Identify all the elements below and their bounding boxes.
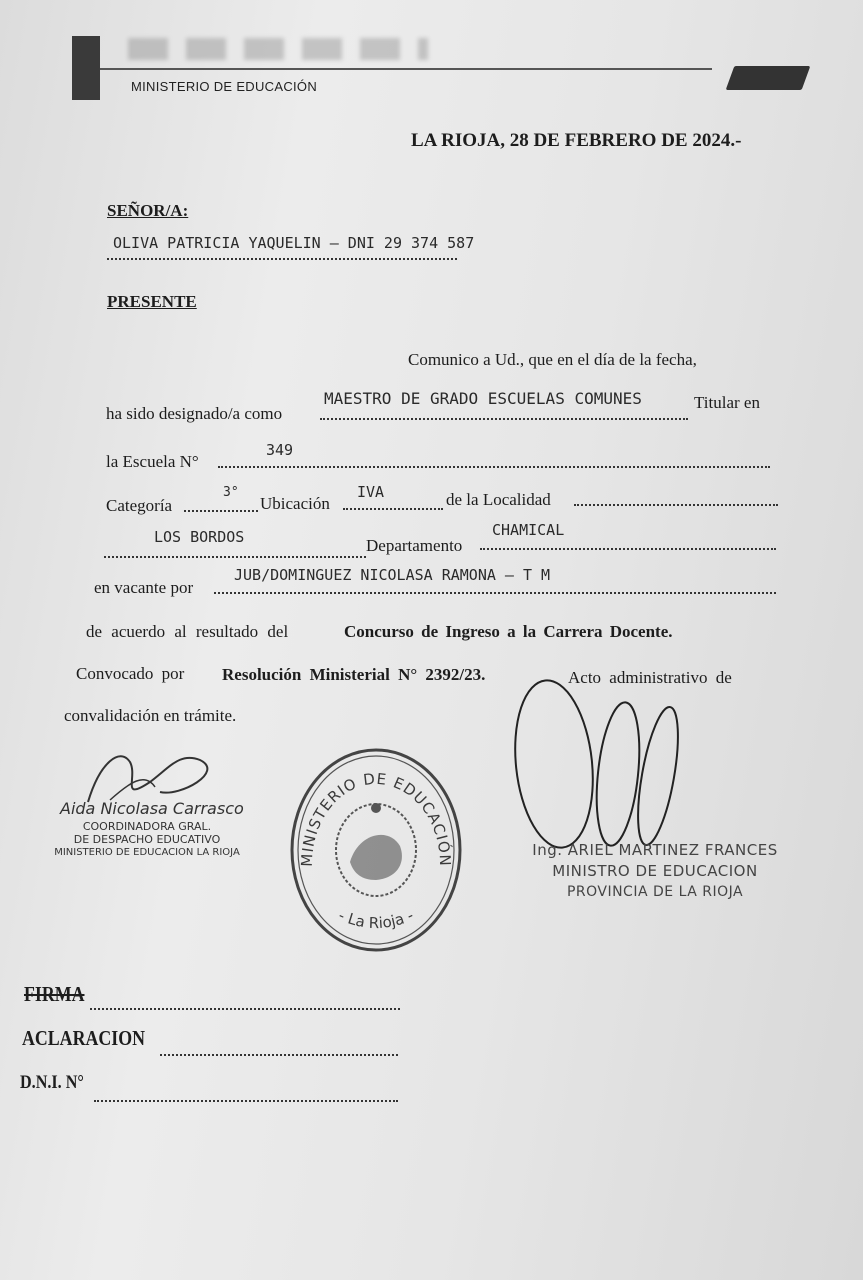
- ubicacion-dotted-line: [343, 508, 443, 510]
- dni-field[interactable]: [94, 1100, 398, 1102]
- presente-heading: PRESENTE: [107, 292, 197, 311]
- localidad-value: LOS BORDOS: [154, 528, 245, 546]
- left-signer-title: [52, 820, 242, 859]
- vacante-value: JUB/DOMINGUEZ NICOLASA RAMONA – T M: [234, 566, 551, 584]
- ubicacion-label: Ubicación: [260, 494, 330, 513]
- body-line-7a: de acuerdo al resultado del: [86, 622, 289, 641]
- body-line-1: Comunico a Ud., que en el día de la fecha,: [408, 350, 697, 369]
- header-tab-mark: [726, 66, 811, 90]
- recipient-name: OLIVA PATRICIA YAQUELIN – DNI 29 374 587: [113, 234, 475, 252]
- right-signer-title: MINISTRO DE EDUCACION: [552, 862, 758, 880]
- aclaracion-label: ACLARACION: [22, 1026, 145, 1050]
- left-signer-title-1: COORDINADORA GRAL.: [82, 820, 212, 833]
- ubicacion-value: IVA: [357, 483, 385, 501]
- header-bar: [72, 36, 100, 100]
- salutation: SEÑOR/A:: [107, 201, 189, 220]
- resolucion-text: Resolución Ministerial N° 2392/23.: [222, 665, 486, 684]
- body-line-9: convalidación en trámite.: [64, 706, 237, 725]
- seal-bottom-text: - La Rioja -: [335, 906, 417, 933]
- left-signer-name: Aida Nicolasa Carrasco: [60, 799, 244, 818]
- right-signature-scribble: [506, 672, 696, 852]
- categoria-dotted-line: [184, 510, 258, 512]
- departamento-value: CHAMICAL: [492, 521, 565, 539]
- designation-value: MAESTRO DE GRADO ESCUELAS COMUNES: [324, 389, 642, 408]
- right-signer-province: PROVINCIA DE LA RIOJA: [566, 884, 744, 900]
- letter-date: LA RIOJA, 28 DE FEBRERO DE 2024.-: [411, 130, 742, 151]
- designation-dotted-line: [320, 418, 688, 420]
- localidad-dotted-line: [574, 504, 778, 506]
- firma-field[interactable]: [90, 1008, 400, 1010]
- faded-letterhead-logo: [128, 38, 428, 60]
- designation-label: ha sido designado/a como: [106, 404, 283, 423]
- departamento-label: Departamento: [366, 536, 463, 555]
- left-signer-title-2: DE DESPACHO EDUCATIVO: [73, 833, 221, 846]
- seal-top-text: MINISTERIO DE EDUCACIÓN: [297, 769, 455, 868]
- dni-label: D.N.I. N°: [20, 1072, 84, 1093]
- header-rule: [100, 68, 712, 70]
- firma-label: FIRMA: [24, 982, 85, 1006]
- body-line-8c: Acto administrativo de: [568, 668, 732, 687]
- localidad-value-dotted-line: [104, 556, 366, 558]
- school-dotted-line: [218, 466, 770, 468]
- departamento-dotted-line: [480, 548, 776, 550]
- concurso-text: Concurso de Ingreso a la Carrera Docente.: [344, 622, 673, 641]
- localidad-label: de la Localidad: [446, 490, 551, 509]
- right-signer-stamp: [520, 840, 790, 903]
- recipient-dotted-line: [107, 258, 457, 260]
- categoria-label: Categoría: [106, 496, 173, 515]
- vacante-label: en vacante por: [94, 578, 194, 597]
- ministry-name: MINISTERIO DE EDUCACIÓN: [131, 79, 318, 94]
- aclaracion-field[interactable]: [160, 1054, 398, 1056]
- school-label: la Escuela N°: [106, 452, 199, 471]
- body-line-8a: Convocado por: [76, 664, 185, 683]
- school-number: 349: [266, 441, 294, 459]
- left-signer-title-3: MINISTERIO DE EDUCACION LA RIOJA: [54, 847, 240, 858]
- ministry-seal: [288, 746, 464, 956]
- right-signer-name: Ing. ARIEL MARTINEZ FRANCES: [532, 841, 778, 859]
- vacante-dotted-line: [214, 592, 776, 594]
- categoria-value: 3°: [223, 485, 239, 500]
- designation-suffix: Titular en: [694, 393, 760, 412]
